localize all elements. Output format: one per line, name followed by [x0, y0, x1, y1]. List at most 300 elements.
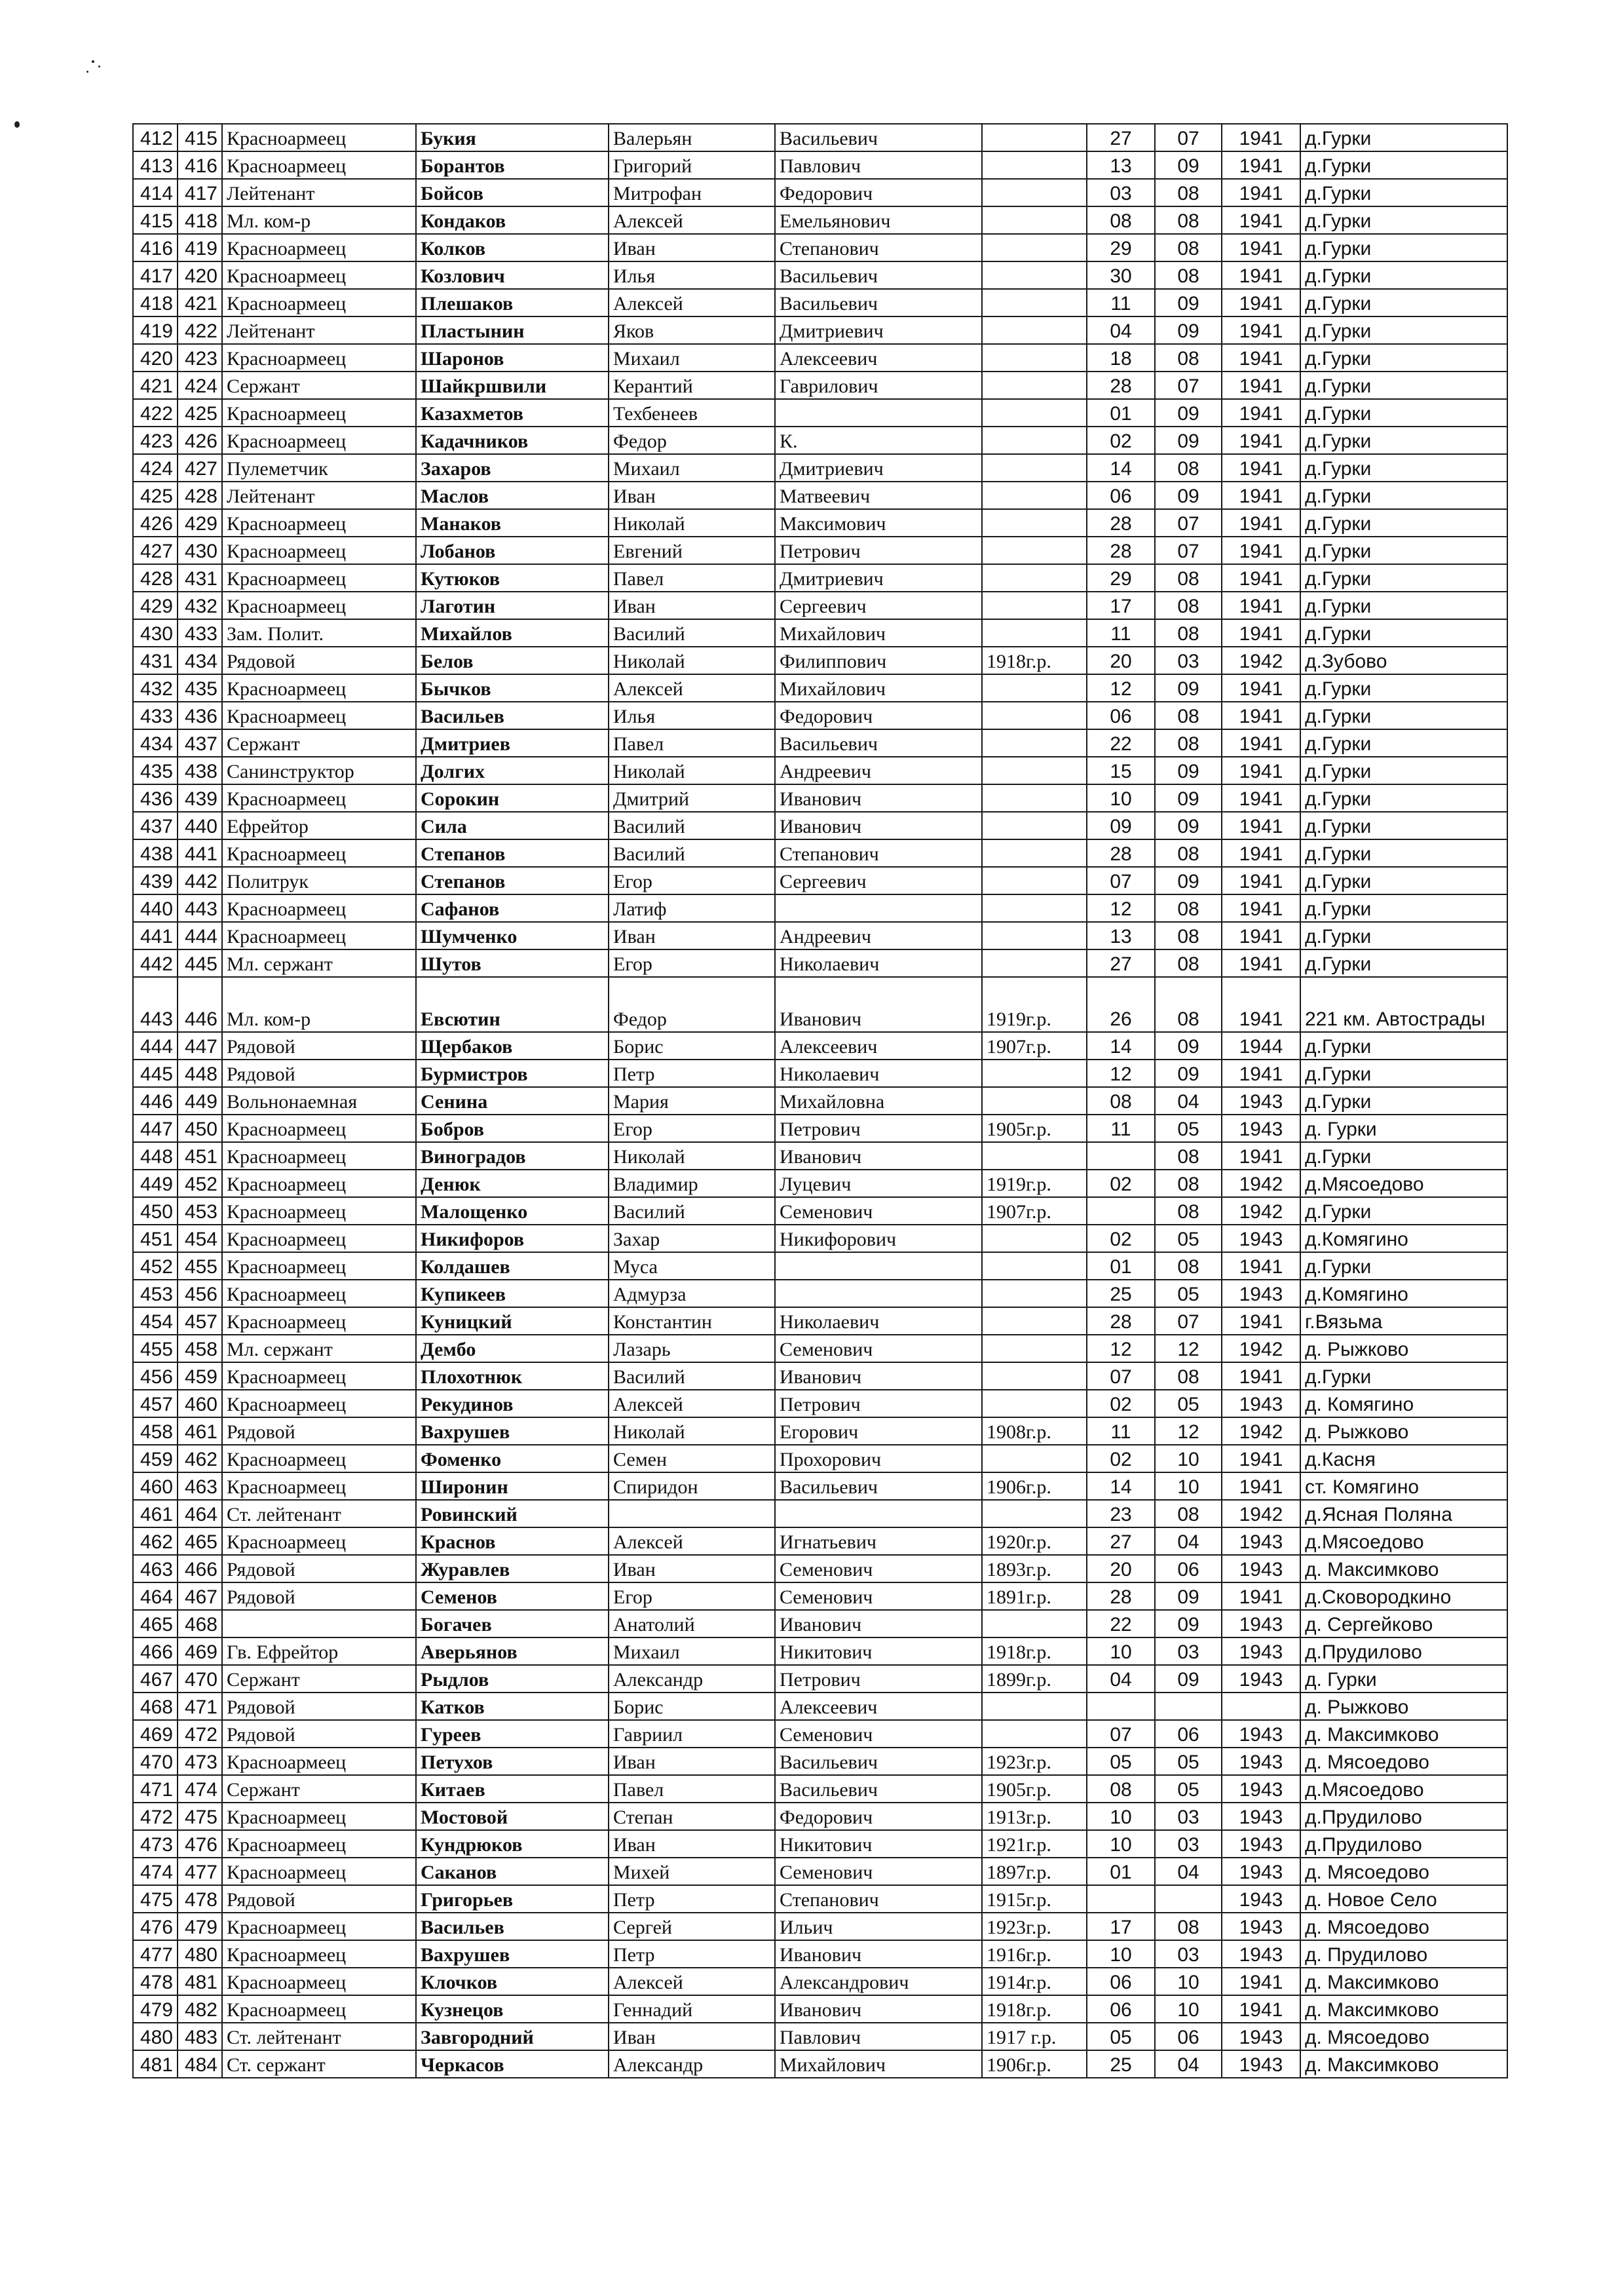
record-number: 470: [178, 1665, 222, 1693]
row-index: 476: [133, 1913, 178, 1940]
patronymic-cell: Михайлович: [775, 619, 982, 647]
patronymic-cell: К.: [775, 427, 982, 454]
birth-year-cell: [982, 399, 1087, 427]
death-day-cell: 18: [1087, 344, 1155, 372]
death-year-cell: 1942: [1222, 1335, 1300, 1362]
record-number: 454: [178, 1225, 222, 1252]
first-name-cell: Михаил: [609, 1637, 775, 1665]
death-day-cell: 14: [1087, 1032, 1155, 1060]
patronymic-cell: [775, 1252, 982, 1280]
death-month-cell: 08: [1155, 234, 1222, 261]
row-index: 431: [133, 647, 178, 674]
first-name-cell: Павел: [609, 1775, 775, 1803]
death-year-cell: 1941: [1222, 482, 1300, 509]
rank-cell: Сержант: [222, 1665, 416, 1693]
death-day-cell: 17: [1087, 592, 1155, 619]
patronymic-cell: Сергеевич: [775, 592, 982, 619]
row-index: 475: [133, 1885, 178, 1913]
birth-year-cell: 1914г.р.: [982, 1968, 1087, 1995]
birth-year-cell: 1908г.р.: [982, 1417, 1087, 1445]
rank-cell: Рядовой: [222, 647, 416, 674]
table-row: [133, 1913, 1507, 1940]
death-day-cell: 28: [1087, 372, 1155, 399]
first-name-cell: Алексей: [609, 1968, 775, 1995]
rank-cell: Санинструктор: [222, 757, 416, 784]
burial-place-cell: д.Гурки: [1300, 592, 1507, 619]
last-name-cell: Лобанов: [416, 537, 609, 564]
death-day-cell: 02: [1087, 1170, 1155, 1197]
death-month-cell: 12: [1155, 1335, 1222, 1362]
last-name-cell: Кутюков: [416, 564, 609, 592]
table-row: [133, 1197, 1507, 1225]
rank-cell: Мл. ком-р: [222, 206, 416, 234]
record-number: 437: [178, 729, 222, 757]
first-name-cell: Анатолий: [609, 1610, 775, 1637]
death-year-cell: 1943: [1222, 1637, 1300, 1665]
first-name-cell: Иван: [609, 1748, 775, 1775]
rank-cell: Ст. сержант: [222, 2050, 416, 2078]
rank-cell: Рядовой: [222, 1032, 416, 1060]
death-day-cell: 12: [1087, 674, 1155, 702]
record-number: 421: [178, 289, 222, 316]
death-month-cell: 08: [1155, 922, 1222, 949]
death-month-cell: 09: [1155, 674, 1222, 702]
table-row: [133, 1582, 1507, 1610]
record-number: 481: [178, 1968, 222, 1995]
row-index: 468: [133, 1693, 178, 1720]
first-name-cell: Спиридон: [609, 1472, 775, 1500]
death-day-cell: 14: [1087, 454, 1155, 482]
record-number: 465: [178, 1527, 222, 1555]
row-index: 454: [133, 1307, 178, 1335]
death-month-cell: 05: [1155, 1225, 1222, 1252]
death-day-cell: 07: [1087, 1720, 1155, 1748]
first-name-cell: Степан: [609, 1803, 775, 1830]
record-number: 480: [178, 1940, 222, 1968]
death-year-cell: 1942: [1222, 1197, 1300, 1225]
record-number: 425: [178, 399, 222, 427]
death-month-cell: 08: [1155, 344, 1222, 372]
row-index: 458: [133, 1417, 178, 1445]
record-number: 436: [178, 702, 222, 729]
burial-place-cell: д.Гурки: [1300, 702, 1507, 729]
first-name-cell: Митрофан: [609, 179, 775, 206]
death-month-cell: 12: [1155, 1417, 1222, 1445]
death-day-cell: 27: [1087, 124, 1155, 151]
death-year-cell: 1941: [1222, 729, 1300, 757]
patronymic-cell: Иванович: [775, 784, 982, 812]
last-name-cell: Сенина: [416, 1087, 609, 1115]
record-number: 426: [178, 427, 222, 454]
death-day-cell: 06: [1087, 482, 1155, 509]
record-number: 441: [178, 839, 222, 867]
record-number: 434: [178, 647, 222, 674]
death-year-cell: 1941: [1222, 1142, 1300, 1170]
row-index: 435: [133, 757, 178, 784]
death-day-cell: 23: [1087, 1500, 1155, 1527]
birth-year-cell: [982, 289, 1087, 316]
rank-cell: Сержант: [222, 372, 416, 399]
row-index: 473: [133, 1830, 178, 1858]
row-index: 413: [133, 151, 178, 179]
death-month-cell: 09: [1155, 427, 1222, 454]
birth-year-cell: [982, 674, 1087, 702]
burial-place-cell: д.Прудилово: [1300, 1830, 1507, 1858]
death-month-cell: 08: [1155, 1913, 1222, 1940]
burial-place-cell: д. Максимково: [1300, 1995, 1507, 2023]
death-year-cell: 1941: [1222, 1968, 1300, 1995]
death-year-cell: 1941: [1222, 509, 1300, 537]
death-year-cell: 1941: [1222, 316, 1300, 344]
row-index: 479: [133, 1995, 178, 2023]
row-index: 423: [133, 427, 178, 454]
patronymic-cell: Павлович: [775, 2023, 982, 2050]
first-name-cell: Михаил: [609, 344, 775, 372]
birth-year-cell: [982, 1142, 1087, 1170]
table-row: [133, 839, 1507, 867]
death-year-cell: 1942: [1222, 1500, 1300, 1527]
record-number: 479: [178, 1913, 222, 1940]
first-name-cell: Алексей: [609, 289, 775, 316]
first-name-cell: Борис: [609, 1032, 775, 1060]
first-name-cell: Петр: [609, 1060, 775, 1087]
death-year-cell: 1941: [1222, 454, 1300, 482]
table-row: [133, 2050, 1507, 2078]
burial-place-cell: д.Ясная Поляна: [1300, 1500, 1507, 1527]
last-name-cell: Сафанов: [416, 894, 609, 922]
rank-cell: Красноармеец: [222, 1803, 416, 1830]
last-name-cell: Вахрушев: [416, 1940, 609, 1968]
first-name-cell: Владимир: [609, 1170, 775, 1197]
rank-cell: Красноармеец: [222, 289, 416, 316]
death-month-cell: 09: [1155, 1582, 1222, 1610]
first-name-cell: Евгений: [609, 537, 775, 564]
scan-speck: [14, 121, 20, 128]
patronymic-cell: Семенович: [775, 1720, 982, 1748]
first-name-cell: Лазарь: [609, 1335, 775, 1362]
record-number: 423: [178, 344, 222, 372]
death-year-cell: 1943: [1222, 2050, 1300, 2078]
death-month-cell: 08: [1155, 894, 1222, 922]
patronymic-cell: Алексеевич: [775, 1693, 982, 1720]
rank-cell: Гв. Ефрейтор: [222, 1637, 416, 1665]
birth-year-cell: 1913г.р.: [982, 1803, 1087, 1830]
first-name-cell: Григорий: [609, 151, 775, 179]
death-month-cell: 09: [1155, 1032, 1222, 1060]
first-name-cell: Василий: [609, 1197, 775, 1225]
last-name-cell: Маслов: [416, 482, 609, 509]
birth-year-cell: [982, 509, 1087, 537]
last-name-cell: Мостовой: [416, 1803, 609, 1830]
burial-place-cell: д.Гурки: [1300, 151, 1507, 179]
patronymic-cell: Васильевич: [775, 1472, 982, 1500]
rank-cell: Красноармеец: [222, 1142, 416, 1170]
last-name-cell: Дембо: [416, 1335, 609, 1362]
first-name-cell: Василий: [609, 812, 775, 839]
first-name-cell: Егор: [609, 1115, 775, 1142]
death-month-cell: 08: [1155, 1500, 1222, 1527]
row-index: 419: [133, 316, 178, 344]
death-year-cell: 1941: [1222, 151, 1300, 179]
birth-year-cell: [982, 592, 1087, 619]
row-index: 449: [133, 1170, 178, 1197]
death-month-cell: 06: [1155, 1555, 1222, 1582]
burial-place-cell: д.Гурки: [1300, 812, 1507, 839]
table-row: [133, 1775, 1507, 1803]
death-month-cell: 04: [1155, 1087, 1222, 1115]
row-index: 412: [133, 124, 178, 151]
birth-year-cell: [982, 922, 1087, 949]
table-row: [133, 592, 1507, 619]
death-day-cell: 04: [1087, 316, 1155, 344]
first-name-cell: Захар: [609, 1225, 775, 1252]
record-number: 439: [178, 784, 222, 812]
death-day-cell: 06: [1087, 1995, 1155, 2023]
record-number: 417: [178, 179, 222, 206]
birth-year-cell: [982, 619, 1087, 647]
death-day-cell: [1087, 1693, 1155, 1720]
patronymic-cell: Игнатьевич: [775, 1527, 982, 1555]
death-day-cell: 20: [1087, 1555, 1155, 1582]
death-year-cell: 1942: [1222, 1170, 1300, 1197]
death-month-cell: 03: [1155, 1637, 1222, 1665]
burial-place-cell: д. Мясоедово: [1300, 2023, 1507, 2050]
row-index: 481: [133, 2050, 178, 2078]
last-name-cell: Пластынин: [416, 316, 609, 344]
table-row: [133, 234, 1507, 261]
row-index: 444: [133, 1032, 178, 1060]
row-index: 467: [133, 1665, 178, 1693]
patronymic-cell: Матвеевич: [775, 482, 982, 509]
birth-year-cell: [982, 1252, 1087, 1280]
table-row: [133, 1335, 1507, 1362]
record-number: 459: [178, 1362, 222, 1390]
rank-cell: Красноармеец: [222, 537, 416, 564]
burial-place-cell: д.Гурки: [1300, 399, 1507, 427]
death-day-cell: 10: [1087, 1803, 1155, 1830]
birth-year-cell: [982, 454, 1087, 482]
death-month-cell: 04: [1155, 1527, 1222, 1555]
patronymic-cell: Николаевич: [775, 1060, 982, 1087]
patronymic-cell: Иванович: [775, 1995, 982, 2023]
burial-place-cell: д.Гурки: [1300, 316, 1507, 344]
table-row: [133, 2023, 1507, 2050]
rank-cell: Красноармеец: [222, 592, 416, 619]
death-year-cell: 1943: [1222, 1087, 1300, 1115]
burial-place-cell: д.Гурки: [1300, 1252, 1507, 1280]
death-day-cell: 22: [1087, 1610, 1155, 1637]
row-index: 440: [133, 894, 178, 922]
record-number: 444: [178, 922, 222, 949]
record-number: 456: [178, 1280, 222, 1307]
death-year-cell: 1941: [1222, 839, 1300, 867]
burial-place-cell: г.Вязьма: [1300, 1307, 1507, 1335]
burial-place-cell: ст. Комягино: [1300, 1472, 1507, 1500]
rank-cell: Красноармеец: [222, 1225, 416, 1252]
table-row: [133, 729, 1507, 757]
burial-place-cell: д. Мясоедово: [1300, 1748, 1507, 1775]
first-name-cell: Михаил: [609, 454, 775, 482]
row-index: 421: [133, 372, 178, 399]
death-day-cell: 10: [1087, 1830, 1155, 1858]
table-row: [133, 1940, 1507, 1968]
burial-records-table: [132, 123, 1508, 2078]
record-number: 476: [178, 1830, 222, 1858]
record-number: 461: [178, 1417, 222, 1445]
table-row: [133, 1720, 1507, 1748]
table-row: [133, 1225, 1507, 1252]
burial-place-cell: д.Гурки: [1300, 619, 1507, 647]
rank-cell: Мл. сержант: [222, 949, 416, 977]
table-row: [133, 867, 1507, 894]
last-name-cell: Черкасов: [416, 2050, 609, 2078]
table-row: [133, 812, 1507, 839]
last-name-cell: Широнин: [416, 1472, 609, 1500]
death-year-cell: 1943: [1222, 1115, 1300, 1142]
table-row: [133, 1637, 1507, 1665]
death-year-cell: 1943: [1222, 1830, 1300, 1858]
rank-cell: Красноармеец: [222, 1445, 416, 1472]
death-day-cell: 27: [1087, 1527, 1155, 1555]
record-number: 415: [178, 124, 222, 151]
patronymic-cell: [775, 1280, 982, 1307]
death-day-cell: 08: [1087, 1775, 1155, 1803]
death-year-cell: 1941: [1222, 427, 1300, 454]
last-name-cell: Шаронов: [416, 344, 609, 372]
death-day-cell: 10: [1087, 1637, 1155, 1665]
record-number: 469: [178, 1637, 222, 1665]
rank-cell: Красноармеец: [222, 839, 416, 867]
rank-cell: Ст. лейтенант: [222, 1500, 416, 1527]
death-month-cell: 04: [1155, 2050, 1222, 2078]
death-year-cell: 1941: [1222, 894, 1300, 922]
table-row: [133, 1610, 1507, 1637]
last-name-cell: Кондаков: [416, 206, 609, 234]
row-index: 451: [133, 1225, 178, 1252]
death-month-cell: [1155, 1885, 1222, 1913]
row-index: 425: [133, 482, 178, 509]
burial-place-cell: д.Комягино: [1300, 1225, 1507, 1252]
scan-speck: [98, 66, 100, 67]
last-name-cell: Васильев: [416, 1913, 609, 1940]
record-number: 428: [178, 482, 222, 509]
birth-year-cell: [982, 316, 1087, 344]
row-index: 415: [133, 206, 178, 234]
birth-year-cell: 1893г.р.: [982, 1555, 1087, 1582]
row-index: 445: [133, 1060, 178, 1087]
rank-cell: Рядовой: [222, 1693, 416, 1720]
row-index: 426: [133, 509, 178, 537]
death-day-cell: 28: [1087, 509, 1155, 537]
death-month-cell: 09: [1155, 1610, 1222, 1637]
death-month-cell: 08: [1155, 729, 1222, 757]
row-index: 443: [133, 977, 178, 1032]
patronymic-cell: Васильевич: [775, 261, 982, 289]
death-month-cell: 09: [1155, 289, 1222, 316]
table-row: [133, 482, 1507, 509]
first-name-cell: [609, 1500, 775, 1527]
table-row: [133, 509, 1507, 537]
table-row: [133, 1362, 1507, 1390]
burial-place-cell: д.Гурки: [1300, 261, 1507, 289]
table-row: [133, 1445, 1507, 1472]
table-row: [133, 537, 1507, 564]
death-year-cell: 1941: [1222, 702, 1300, 729]
death-month-cell: 09: [1155, 151, 1222, 179]
row-index: 417: [133, 261, 178, 289]
table-row: [133, 1555, 1507, 1582]
last-name-cell: Козлович: [416, 261, 609, 289]
row-index: 416: [133, 234, 178, 261]
burial-place-cell: д. Гурки: [1300, 1665, 1507, 1693]
death-year-cell: 1941: [1222, 1252, 1300, 1280]
patronymic-cell: Егорович: [775, 1417, 982, 1445]
death-month-cell: 06: [1155, 2023, 1222, 2050]
first-name-cell: Петр: [609, 1940, 775, 1968]
rank-cell: Красноармеец: [222, 674, 416, 702]
last-name-cell: Сила: [416, 812, 609, 839]
death-month-cell: 08: [1155, 261, 1222, 289]
death-month-cell: 08: [1155, 1362, 1222, 1390]
table-row: [133, 977, 1507, 1032]
row-index: 470: [133, 1748, 178, 1775]
birth-year-cell: 1907г.р.: [982, 1032, 1087, 1060]
birth-year-cell: 1920г.р.: [982, 1527, 1087, 1555]
table-row: [133, 179, 1507, 206]
last-name-cell: Кадачников: [416, 427, 609, 454]
rank-cell: Ст. лейтенант: [222, 2023, 416, 2050]
birth-year-cell: [982, 427, 1087, 454]
death-day-cell: 02: [1087, 1225, 1155, 1252]
last-name-cell: Михайлов: [416, 619, 609, 647]
table-row: [133, 1472, 1507, 1500]
burial-place-cell: д. Максимково: [1300, 1968, 1507, 1995]
last-name-cell: Лаготин: [416, 592, 609, 619]
death-month-cell: 05: [1155, 1280, 1222, 1307]
last-name-cell: Щербаков: [416, 1032, 609, 1060]
death-day-cell: 30: [1087, 261, 1155, 289]
row-index: 442: [133, 949, 178, 977]
birth-year-cell: 1897г.р.: [982, 1858, 1087, 1885]
table-row: [133, 289, 1507, 316]
death-day-cell: 01: [1087, 1252, 1155, 1280]
death-day-cell: 05: [1087, 1748, 1155, 1775]
death-day-cell: 13: [1087, 922, 1155, 949]
rank-cell: Красноармеец: [222, 1913, 416, 1940]
death-day-cell: [1087, 1142, 1155, 1170]
record-number: 451: [178, 1142, 222, 1170]
death-year-cell: 1943: [1222, 1940, 1300, 1968]
death-month-cell: 10: [1155, 1445, 1222, 1472]
patronymic-cell: Павлович: [775, 151, 982, 179]
death-year-cell: 1941: [1222, 344, 1300, 372]
last-name-cell: Виноградов: [416, 1142, 609, 1170]
rank-cell: Политрук: [222, 867, 416, 894]
death-year-cell: 1943: [1222, 1913, 1300, 1940]
last-name-cell: Шайкршвили: [416, 372, 609, 399]
first-name-cell: Мария: [609, 1087, 775, 1115]
last-name-cell: Малощенко: [416, 1197, 609, 1225]
rank-cell: Сержант: [222, 1775, 416, 1803]
death-month-cell: 03: [1155, 1940, 1222, 1968]
death-month-cell: 08: [1155, 702, 1222, 729]
last-name-cell: Борантов: [416, 151, 609, 179]
last-name-cell: Кузнецов: [416, 1995, 609, 2023]
table-row: [133, 344, 1507, 372]
first-name-cell: Егор: [609, 867, 775, 894]
patronymic-cell: Михайловна: [775, 1087, 982, 1115]
birth-year-cell: [982, 179, 1087, 206]
